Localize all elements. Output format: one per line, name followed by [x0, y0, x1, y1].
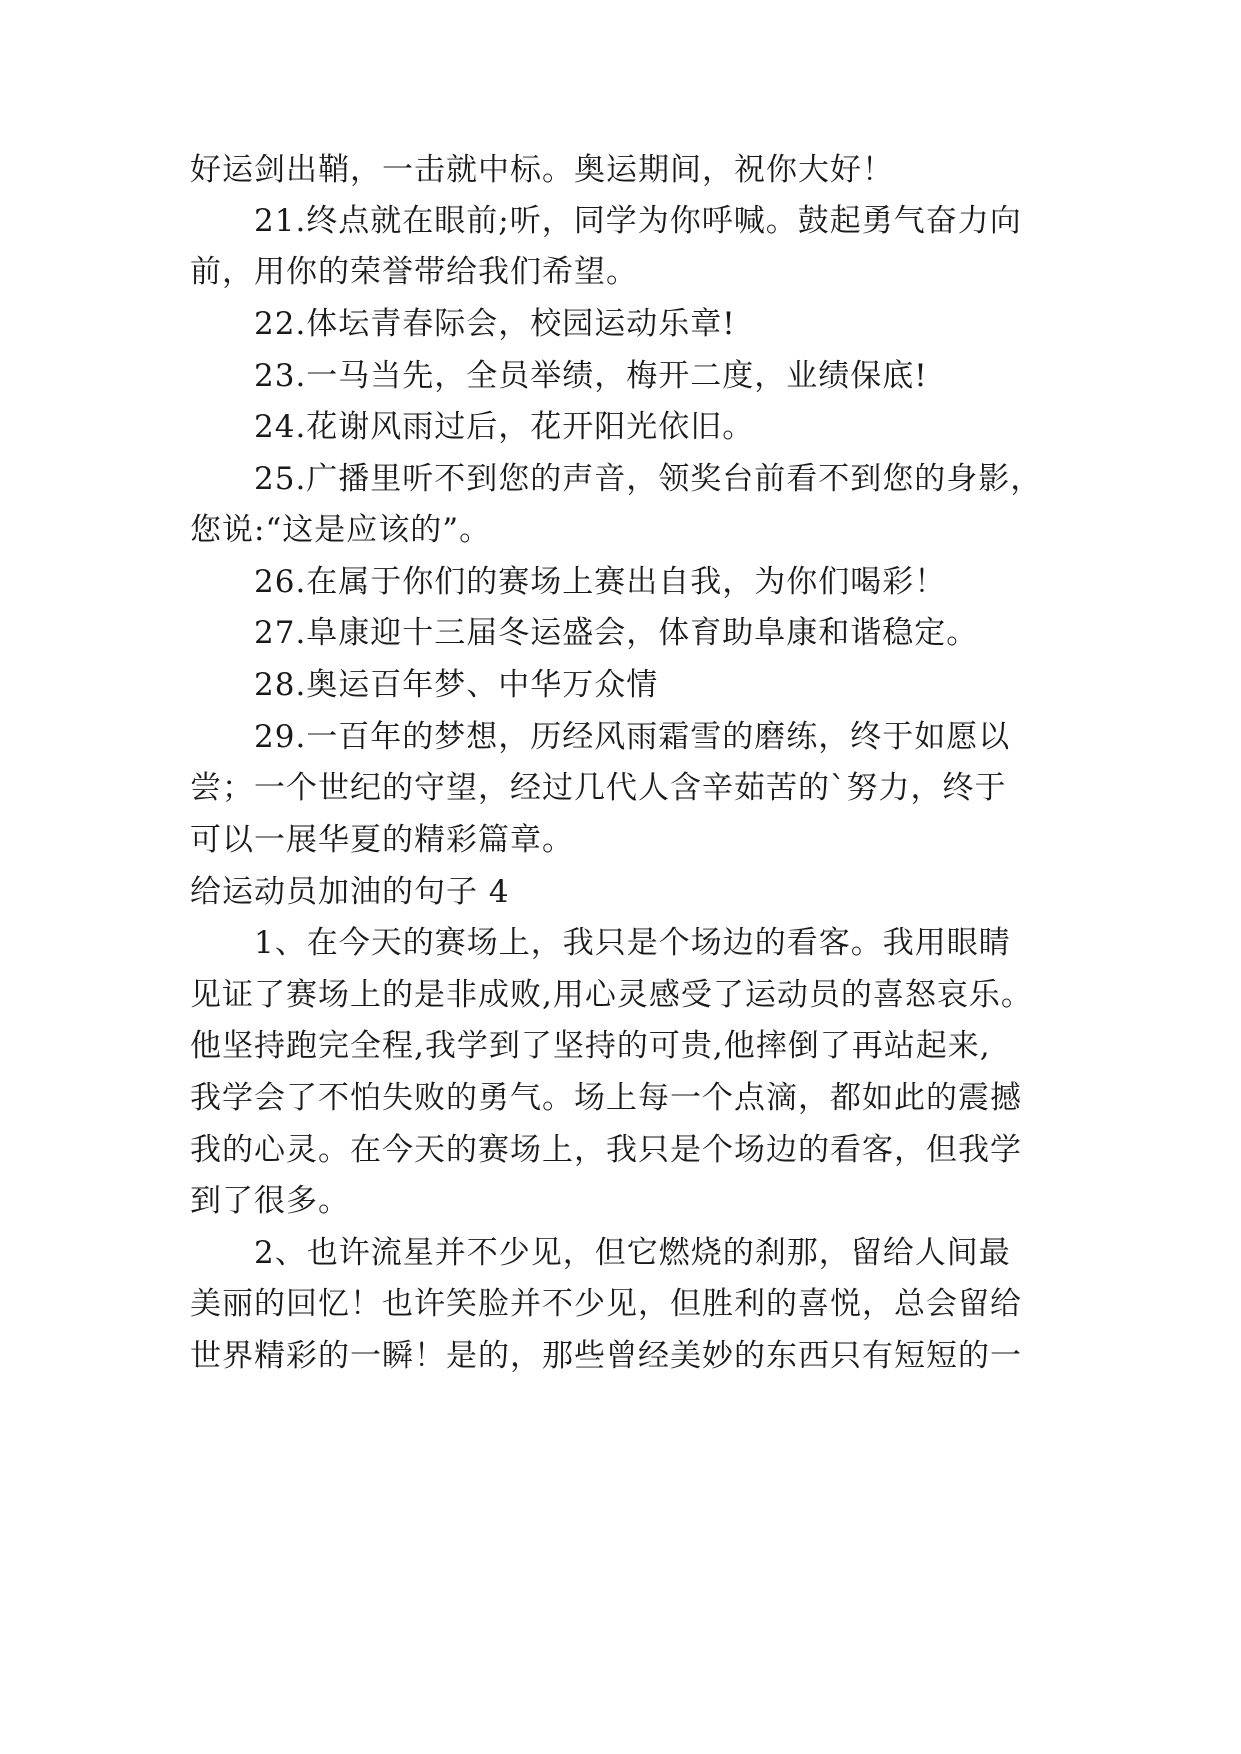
- paragraph-1-line-2: 见证了赛场上的是非成败,用心灵感受了运动员的喜怒哀乐。: [190, 977, 1033, 1013]
- section-heading: 给运动员加油的句子 4: [190, 874, 510, 910]
- item-28: 28.奥运百年梦、中华万众情: [254, 667, 659, 703]
- paragraph-1-line-3: 他坚持跑完全程,我学到了坚持的可贵,他摔倒了再站起来,: [190, 1028, 991, 1064]
- paragraph-1-line-4: 我学会了不怕失败的勇气。场上每一个点滴，都如此的震撼: [190, 1080, 1022, 1116]
- item-25-line-2: 您说:“这是应该的”。: [190, 512, 492, 548]
- item-21-line-2: 前，用你的荣誉带给我们希望。: [190, 254, 638, 290]
- item-27: 27.阜康迎十三届冬运盛会，体育助阜康和谐稳定。: [254, 615, 979, 651]
- item-25-line-1: 25.广播里听不到您的声音，领奖台前看不到您的身影，: [254, 461, 1043, 497]
- item-23: 23.一马当先，全员举绩，梅开二度，业绩保底!: [254, 358, 928, 394]
- item-29-line-1: 29.一百年的梦想，历经风雨霜雪的磨练，终于如愿以: [254, 719, 1011, 755]
- item-24: 24.花谢风雨过后，花开阳光依旧。: [254, 409, 755, 445]
- item-29-line-2: 尝；一个世纪的守望，经过几代人含辛茹苦的`努力，终于: [190, 770, 1007, 806]
- paragraph-1-line-5: 我的心灵。在今天的赛场上，我只是个场边的看客，但我学: [190, 1132, 1022, 1168]
- paragraph-2-line-3: 世界精彩的一瞬！是的，那些曾经美妙的东西只有短短的一: [190, 1338, 1022, 1374]
- text-line-continuation: 好运剑出鞘，一击就中标。奥运期间，祝你大好！: [190, 152, 894, 188]
- item-29-line-3: 可以一展华夏的精彩篇章。: [190, 822, 574, 858]
- paragraph-2-line-2: 美丽的回忆！也许笑脸并不少见，但胜利的喜悦，总会留给: [190, 1286, 1022, 1322]
- item-21-line-1: 21.终点就在眼前;听，同学为你呼喊。鼓起勇气奋力向: [254, 203, 1022, 239]
- item-26: 26.在属于你们的赛场上赛出自我，为你们喝彩！: [254, 564, 947, 600]
- paragraph-1-line-6: 到了很多。: [190, 1183, 350, 1219]
- item-22: 22.体坛青春际会，校园运动乐章!: [254, 306, 736, 342]
- paragraph-1-line-1: 1、在今天的赛场上，我只是个场边的看客。我用眼睛: [254, 925, 1011, 961]
- paragraph-2-line-1: 2、也许流星并不少见，但它燃烧的刹那，留给人间最: [254, 1235, 1011, 1271]
